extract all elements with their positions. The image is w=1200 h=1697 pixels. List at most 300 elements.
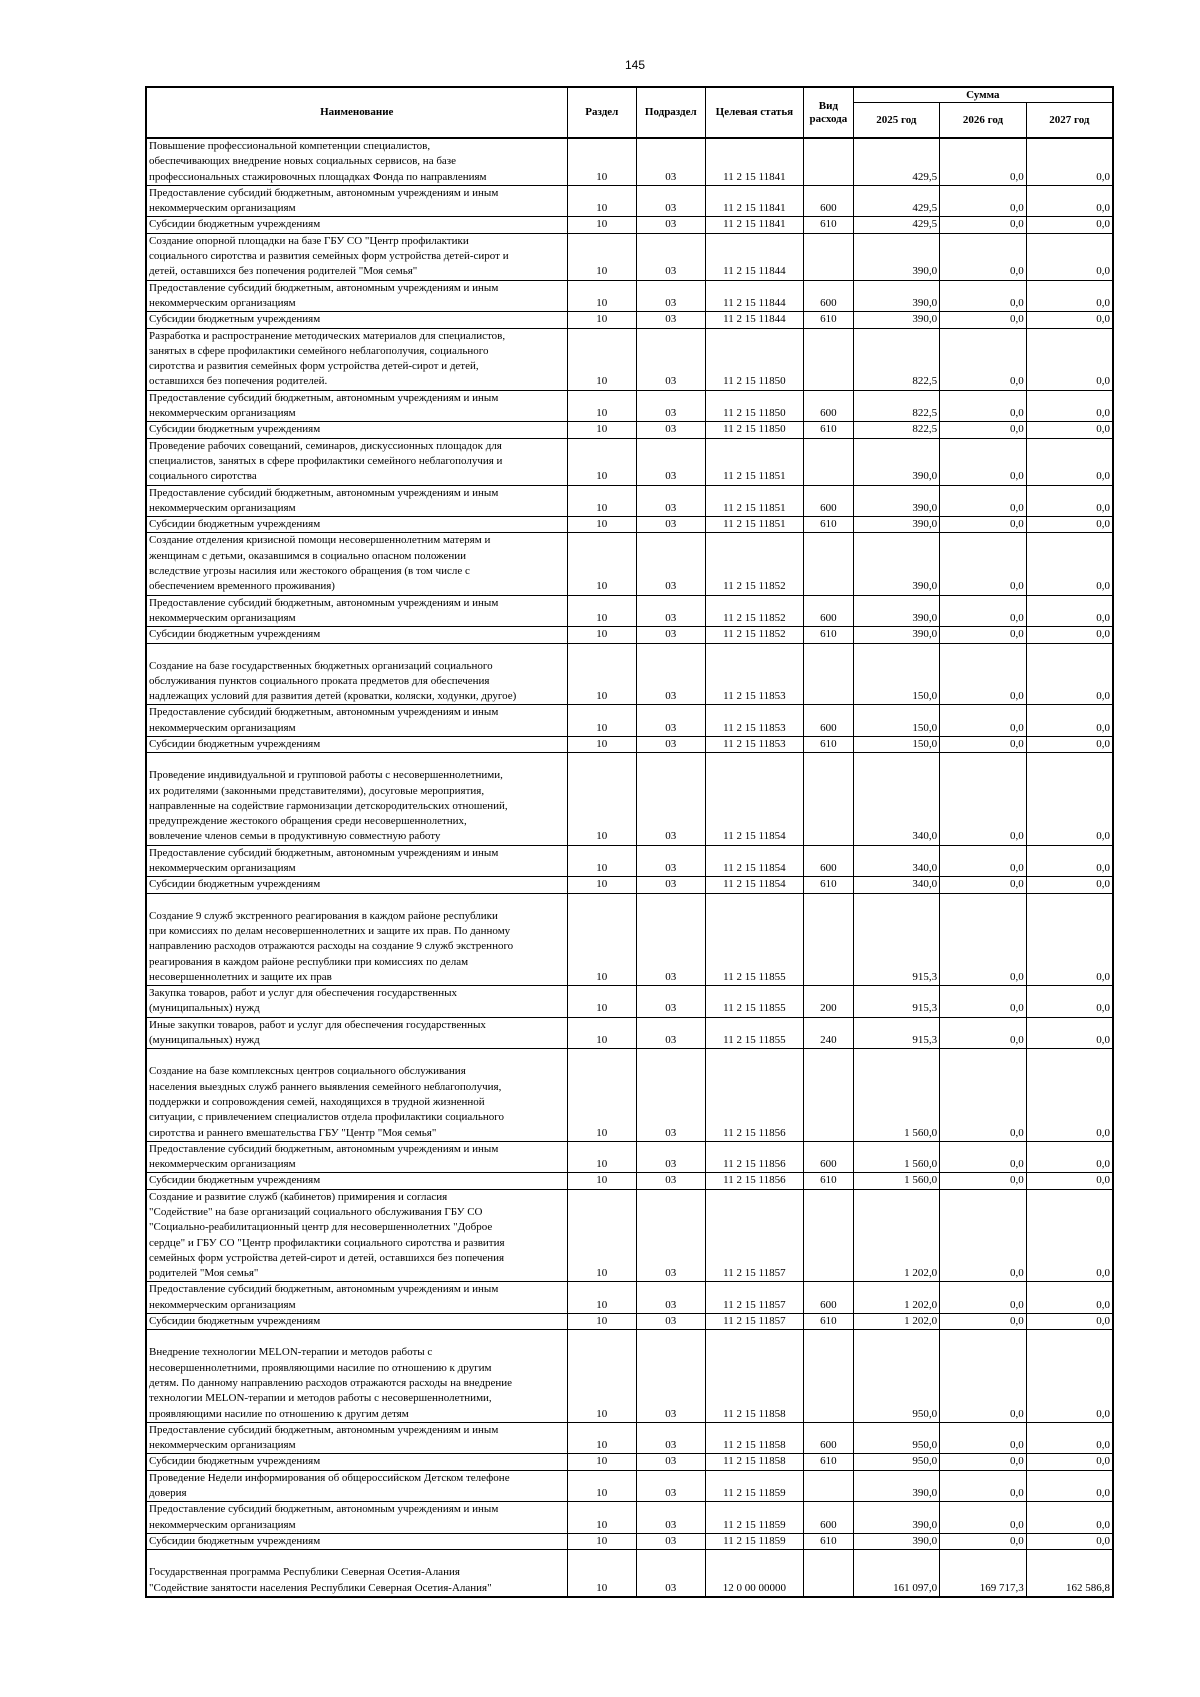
- header-section: Раздел: [567, 87, 637, 138]
- cell-2025: [853, 517, 940, 533]
- cell-subsection: [637, 1189, 705, 1282]
- cell-2026-text: 0,0: [1010, 878, 1024, 891]
- cell-2027: [1026, 1314, 1113, 1330]
- cell-target: [705, 736, 804, 752]
- table-row: [146, 517, 1113, 533]
- cell-name-text: Создание 9 служб экстренного реагирования в каждом районе республики при комиссиях по делам несовершеннолетних и защите их прав. По данному направлению расходов отражаются расходы на создание 9 служб экстренного реагирования в каждом районе республики при комиссиях по делам несовершеннолетних и защите их прав: [149, 909, 514, 983]
- cell-subsection-text: 03: [665, 265, 677, 278]
- cell-name-text: Предоставление субсидий бюджетным, автономным учреждениям и иным некоммерческим организациям: [149, 1142, 499, 1171]
- cell-section: [567, 485, 637, 517]
- cell-subsection-text: 03: [665, 501, 677, 514]
- cell-2027-text: 0,0: [1096, 313, 1110, 326]
- cell-name-text: Субсидии бюджетным учреждениям: [149, 878, 321, 891]
- cell-2026-text: 0,0: [1010, 628, 1024, 641]
- cell-expense-type-text: 610: [820, 423, 837, 436]
- cell-2027-text: 0,0: [1096, 170, 1110, 183]
- cell-2025: [853, 1049, 940, 1141]
- cell-2026-text: 0,0: [1010, 375, 1024, 388]
- cell-expense-type: [804, 595, 853, 627]
- cell-2025-text: 915,3: [912, 970, 938, 983]
- cell-subsection: [637, 438, 705, 485]
- cell-name-text: Предоставление субсидий бюджетным, автономным учреждениям и иным некоммерческим организациям: [149, 1283, 499, 1311]
- cell-2026: [940, 438, 1027, 485]
- cell-target-text: 11 2 15 11858: [723, 1439, 786, 1452]
- cell-name: [146, 643, 567, 705]
- cell-2027-text: 0,0: [1096, 501, 1110, 514]
- cell-section: [567, 1470, 637, 1502]
- cell-subsection-text: 03: [665, 423, 677, 436]
- cell-2026-text: 0,0: [1010, 265, 1024, 278]
- cell-2025-text: 340,0: [912, 862, 938, 875]
- cell-target: [705, 217, 804, 233]
- cell-target-text: 11 2 15 11844: [723, 265, 786, 278]
- cell-2027: [1026, 390, 1113, 422]
- cell-target: [705, 1502, 804, 1534]
- cell-target-text: 11 2 15 11854: [723, 830, 786, 843]
- cell-2025: [853, 185, 940, 217]
- cell-expense-type: [804, 185, 853, 217]
- cell-subsection-text: 03: [665, 313, 677, 326]
- cell-name: [146, 233, 567, 280]
- cell-name-text: Проведение Недели информирования об общероссийском Детском телефоне доверия: [149, 1471, 510, 1500]
- cell-section: [567, 1550, 637, 1597]
- cell-name: [146, 1454, 567, 1470]
- cell-2026-text: 0,0: [1010, 1298, 1024, 1311]
- cell-subsection: [637, 845, 705, 877]
- cell-section-text: 10: [596, 580, 608, 593]
- cell-2025: [853, 1422, 940, 1454]
- cell-section: [567, 1282, 637, 1314]
- cell-2027: [1026, 986, 1113, 1018]
- table-row: [146, 280, 1113, 312]
- cell-2027-text: 0,0: [1096, 878, 1110, 891]
- cell-2025: [853, 1017, 940, 1049]
- cell-2026: [940, 1330, 1027, 1422]
- cell-2026: [940, 1314, 1027, 1330]
- cell-expense-type-text: 600: [820, 862, 837, 875]
- cell-target-text: 11 2 15 11852: [723, 611, 786, 624]
- cell-subsection: [637, 1173, 705, 1189]
- cell-2026: [940, 422, 1027, 438]
- cell-2027: [1026, 1141, 1113, 1173]
- cell-2026: [940, 217, 1027, 233]
- cell-name: [146, 1314, 567, 1330]
- cell-2025-text: 390,0: [912, 1487, 938, 1500]
- table-row: [146, 390, 1113, 422]
- cell-target-text: 11 2 15 11858: [723, 1455, 786, 1468]
- cell-2027-text: 0,0: [1096, 721, 1110, 734]
- cell-section: [567, 1049, 637, 1141]
- cell-name-text: Предоставление субсидий бюджетным, автономным учреждениям и иным некоммерческим организациям: [149, 596, 499, 624]
- cell-target: [705, 595, 804, 627]
- cell-expense-type-text: 600: [820, 611, 837, 624]
- cell-section-text: 10: [596, 1487, 608, 1500]
- cell-name-text: Проведение индивидуальной и групповой работы с несовершеннолетними, их родителями (законными представителями), досуговые мероприятия, направленные на содействие гармонизации детскородительских отношений, предупреждение жестокого обращения среди несовершеннолетних, вовлечение членов семьи в продуктивную совместную работу: [149, 769, 508, 843]
- cell-section-text: 10: [596, 1126, 608, 1139]
- cell-2026: [940, 627, 1027, 643]
- cell-2027: [1026, 1533, 1113, 1549]
- cell-section-text: 10: [596, 265, 608, 278]
- cell-section: [567, 1454, 637, 1470]
- cell-2026: [940, 485, 1027, 517]
- cell-2027: [1026, 1454, 1113, 1470]
- cell-name-text: Субсидии бюджетным учреждениям: [149, 1534, 321, 1547]
- table-row: [146, 986, 1113, 1018]
- table-row: [146, 1454, 1113, 1470]
- cell-section: [567, 438, 637, 485]
- cell-subsection-text: 03: [665, 218, 677, 231]
- cell-name-text: Субсидии бюджетным учреждениям: [149, 628, 321, 641]
- cell-section: [567, 390, 637, 422]
- cell-section-text: 10: [596, 862, 608, 875]
- cell-2025-text: 915,3: [912, 1002, 938, 1015]
- cell-2027: [1026, 1502, 1113, 1534]
- cell-expense-type-text: 600: [820, 1158, 837, 1171]
- cell-2025-text: 429,5: [912, 202, 938, 215]
- cell-name-text: Предоставление субсидий бюджетным, автономным учреждениям и иным некоммерческим организациям: [149, 186, 499, 215]
- cell-target-text: 11 2 15 11850: [723, 407, 786, 420]
- cell-expense-type: [804, 986, 853, 1018]
- cell-expense-type: [804, 643, 853, 705]
- cell-2025: [853, 643, 940, 705]
- cell-target-text: 11 2 15 11857: [723, 1315, 786, 1328]
- cell-section: [567, 986, 637, 1018]
- cell-target-text: 11 2 15 11857: [723, 1267, 786, 1280]
- cell-2027: [1026, 517, 1113, 533]
- cell-target-text: 11 2 15 11859: [723, 1534, 786, 1547]
- cell-subsection-text: 03: [665, 470, 677, 483]
- cell-2027-text: 0,0: [1096, 202, 1110, 215]
- cell-subsection-text: 03: [665, 721, 677, 734]
- cell-subsection-text: 03: [665, 375, 677, 388]
- cell-section: [567, 533, 637, 595]
- cell-2027: [1026, 1017, 1113, 1049]
- cell-target: [705, 328, 804, 390]
- cell-2025: [853, 328, 940, 390]
- table-row: [146, 1422, 1113, 1454]
- table-row: [146, 1173, 1113, 1189]
- cell-2025-text: 1 202,0: [904, 1298, 938, 1311]
- cell-name: [146, 438, 567, 485]
- cell-subsection: [637, 643, 705, 705]
- header-name: Наименование: [146, 87, 567, 138]
- cell-expense-type: [804, 1533, 853, 1549]
- cell-2026-text: 0,0: [1010, 830, 1024, 843]
- cell-expense-type: [804, 485, 853, 517]
- cell-subsection: [637, 1502, 705, 1534]
- cell-target-text: 11 2 15 11853: [723, 737, 786, 750]
- header-2026: 2026 год: [940, 103, 1027, 139]
- cell-section-text: 10: [596, 202, 608, 215]
- cell-2025: [853, 485, 940, 517]
- cell-expense-type: [804, 422, 853, 438]
- cell-2027: [1026, 185, 1113, 217]
- cell-section: [567, 1173, 637, 1189]
- cell-section-text: 10: [596, 296, 608, 309]
- cell-2026-text: 0,0: [1010, 501, 1024, 514]
- cell-section-text: 10: [596, 1158, 608, 1171]
- table-row: [146, 328, 1113, 390]
- cell-2027: [1026, 736, 1113, 752]
- cell-section-text: 10: [596, 1581, 608, 1594]
- cell-2027-text: 0,0: [1096, 737, 1110, 750]
- cell-2027-text: 0,0: [1096, 407, 1110, 420]
- cell-target-text: 11 2 15 11850: [723, 423, 786, 436]
- header-sum: Сумма: [853, 87, 1113, 103]
- cell-expense-type: [804, 217, 853, 233]
- cell-section-text: 10: [596, 407, 608, 420]
- cell-section: [567, 517, 637, 533]
- cell-2027: [1026, 627, 1113, 643]
- cell-2026: [940, 390, 1027, 422]
- table-row: [146, 312, 1113, 328]
- cell-section-text: 10: [596, 313, 608, 326]
- cell-section-text: 10: [596, 690, 608, 703]
- cell-section: [567, 138, 637, 185]
- cell-expense-type: [804, 1173, 853, 1189]
- cell-2027: [1026, 753, 1113, 845]
- cell-subsection: [637, 1533, 705, 1549]
- cell-2025: [853, 438, 940, 485]
- cell-2025: [853, 1550, 940, 1597]
- cell-subsection: [637, 705, 705, 737]
- cell-2026-text: 0,0: [1010, 1487, 1024, 1500]
- cell-expense-type: [804, 138, 853, 185]
- cell-2026: [940, 1454, 1027, 1470]
- cell-2026-text: 0,0: [1010, 721, 1024, 734]
- cell-name-text: Предоставление субсидий бюджетным, автономным учреждениям и иным некоммерческим организациям: [149, 391, 499, 420]
- cell-2027-text: 0,0: [1096, 1455, 1110, 1468]
- cell-2025: [853, 217, 940, 233]
- cell-2027: [1026, 1422, 1113, 1454]
- cell-2026: [940, 1502, 1027, 1534]
- cell-section-text: 10: [596, 1518, 608, 1531]
- cell-subsection-text: 03: [665, 1407, 677, 1420]
- cell-2026: [940, 185, 1027, 217]
- cell-2025-text: 390,0: [912, 1518, 938, 1531]
- cell-name: [146, 1533, 567, 1549]
- table-header: [146, 87, 1113, 138]
- cell-expense-type-text: 240: [820, 1034, 837, 1047]
- cell-name: [146, 533, 567, 595]
- cell-2027: [1026, 595, 1113, 627]
- cell-section-text: 10: [596, 218, 608, 231]
- cell-section-text: 10: [596, 375, 608, 388]
- cell-2025: [853, 877, 940, 893]
- table-row: [146, 185, 1113, 217]
- cell-2025: [853, 312, 940, 328]
- cell-2026-text: 0,0: [1010, 518, 1024, 531]
- cell-name-text: Разработка и распространение методических материалов для специалистов, занятых в сфере профилактики семейного неблагополучия, социального сиротства и развития семейных форм устройства детей-сирот и детей, оставшихся без попечения родителей.: [149, 329, 506, 388]
- cell-expense-type: [804, 438, 853, 485]
- cell-2026: [940, 705, 1027, 737]
- cell-section-text: 10: [596, 518, 608, 531]
- cell-2026-text: 0,0: [1010, 1126, 1024, 1139]
- cell-2026: [940, 328, 1027, 390]
- table-row: [146, 845, 1113, 877]
- cell-subsection: [637, 517, 705, 533]
- cell-section: [567, 705, 637, 737]
- cell-expense-type-text: 610: [820, 1174, 837, 1187]
- cell-2025: [853, 705, 940, 737]
- cell-target-text: 11 2 15 11852: [723, 580, 786, 593]
- cell-section: [567, 217, 637, 233]
- cell-subsection: [637, 1282, 705, 1314]
- cell-name: [146, 753, 567, 845]
- cell-expense-type: [804, 1422, 853, 1454]
- cell-name: [146, 736, 567, 752]
- cell-2026: [940, 312, 1027, 328]
- cell-name-text: Субсидии бюджетным учреждениям: [149, 218, 321, 231]
- cell-2027: [1026, 312, 1113, 328]
- cell-section: [567, 328, 637, 390]
- cell-2026-text: 0,0: [1010, 580, 1024, 593]
- cell-target-text: 11 2 15 11854: [723, 878, 786, 891]
- cell-2026-text: 169 717,3: [979, 1581, 1024, 1594]
- cell-2025-text: 390,0: [912, 501, 938, 514]
- cell-name-text: Субсидии бюджетным учреждениям: [149, 313, 321, 326]
- cell-expense-type: [804, 1141, 853, 1173]
- cell-target-text: 11 2 15 11859: [723, 1487, 786, 1500]
- cell-target-text: 11 2 15 11850: [723, 375, 786, 388]
- cell-2025: [853, 1314, 940, 1330]
- cell-expense-type: [804, 1470, 853, 1502]
- page-number: 145: [624, 58, 646, 72]
- cell-expense-type: [804, 705, 853, 737]
- cell-name-text: Государственная программа Республики Северная Осетия-Алания "Содействие занятости населения Республики Северная Осетия-Алания": [149, 1566, 492, 1594]
- cell-2026-text: 0,0: [1010, 1407, 1024, 1420]
- header-2027: 2027 год: [1026, 103, 1113, 139]
- cell-target: [705, 185, 804, 217]
- cell-section: [567, 1314, 637, 1330]
- cell-expense-type-text: 610: [820, 313, 837, 326]
- cell-2026: [940, 1282, 1027, 1314]
- cell-target: [705, 1189, 804, 1282]
- table-row: [146, 1141, 1113, 1173]
- cell-target: [705, 1017, 804, 1049]
- cell-subsection-text: 03: [665, 1298, 677, 1311]
- cell-expense-type-text: 610: [820, 518, 837, 531]
- cell-target-text: 11 2 15 11841: [723, 218, 786, 231]
- cell-2027: [1026, 138, 1113, 185]
- cell-2027: [1026, 1189, 1113, 1282]
- table-row: [146, 627, 1113, 643]
- cell-2027: [1026, 533, 1113, 595]
- cell-name-text: Субсидии бюджетным учреждениям: [149, 423, 321, 436]
- cell-name: [146, 845, 567, 877]
- cell-2025: [853, 1330, 940, 1422]
- cell-2026-text: 0,0: [1010, 737, 1024, 750]
- cell-2026: [940, 1470, 1027, 1502]
- cell-subsection: [637, 1330, 705, 1422]
- cell-name-text: Создание опорной площадки на базе ГБУ СО "Центр профилактики социального сиротства и развития семейных форм устройства детей-сирот и детей, оставшихся без попечения родителей "Моя семья": [149, 234, 509, 278]
- cell-name-text: Проведение рабочих совещаний, семинаров, дискуссионных площадок для специалистов, занятых в сфере профилактики семейного неблагополучия и социального сиротства: [149, 439, 503, 483]
- cell-section: [567, 595, 637, 627]
- cell-2025: [853, 390, 940, 422]
- cell-target: [705, 877, 804, 893]
- cell-expense-type: [804, 233, 853, 280]
- cell-section: [567, 422, 637, 438]
- cell-section: [567, 877, 637, 893]
- cell-expense-type-text: 600: [820, 296, 837, 309]
- header-expense-type: Вид расхода: [804, 87, 853, 138]
- header-target: Целевая статья: [705, 87, 804, 138]
- cell-2026: [940, 1141, 1027, 1173]
- cell-section-text: 10: [596, 423, 608, 436]
- header-subsection: Подраздел: [637, 87, 705, 138]
- cell-name: [146, 138, 567, 185]
- cell-expense-type: [804, 1049, 853, 1141]
- cell-name-text: Создание и развитие служб (кабинетов) примирения и согласия "Содействие" на базе организаций социального обслуживания ГБУ СО "Социально-реабилитационный центр для несовершеннолетних "Доброе сердце" и ГБУ СО "Центр профилактики социального сиротства и развития семейных форм устройства детей-сирот и детей, оставшихся без попечения родителей "Моя семья": [149, 1190, 505, 1280]
- cell-2026-text: 0,0: [1010, 1002, 1024, 1015]
- cell-2027: [1026, 705, 1113, 737]
- cell-2027-text: 0,0: [1096, 1407, 1110, 1420]
- cell-subsection-text: 03: [665, 1487, 677, 1500]
- cell-2025-text: 950,0: [912, 1439, 938, 1452]
- cell-2027-text: 0,0: [1096, 970, 1110, 983]
- cell-target: [705, 1533, 804, 1549]
- cell-2027-text: 0,0: [1096, 1315, 1110, 1328]
- cell-section-text: 10: [596, 970, 608, 983]
- cell-2026-text: 0,0: [1010, 1315, 1024, 1328]
- cell-target: [705, 312, 804, 328]
- cell-section-text: 10: [596, 1407, 608, 1420]
- cell-subsection-text: 03: [665, 1315, 677, 1328]
- cell-2027-text: 0,0: [1096, 423, 1110, 436]
- cell-2025: [853, 1141, 940, 1173]
- cell-section: [567, 185, 637, 217]
- cell-2025: [853, 280, 940, 312]
- cell-expense-type: [804, 328, 853, 390]
- table-row: [146, 595, 1113, 627]
- cell-name-text: Создание на базе комплексных центров социального обслуживания населения выездных служб раннего выявления семейного неблагополучия, поддержки и сопровождения семей, находящихся в трудной жизненной ситуации, с привлечением специалистов отдела профилактики социального сиротства и раннего вмешательства ГБУ "Центр "Моя семья": [149, 1065, 504, 1139]
- cell-2026-text: 0,0: [1010, 1455, 1024, 1468]
- cell-section: [567, 736, 637, 752]
- cell-expense-type: [804, 1282, 853, 1314]
- cell-2026-text: 0,0: [1010, 611, 1024, 624]
- cell-name: [146, 1189, 567, 1282]
- cell-subsection-text: 03: [665, 878, 677, 891]
- cell-2027: [1026, 1470, 1113, 1502]
- cell-subsection-text: 03: [665, 970, 677, 983]
- cell-expense-type: [804, 753, 853, 845]
- cell-subsection-text: 03: [665, 580, 677, 593]
- cell-name-text: Предоставление субсидий бюджетным, автономным учреждениям и иным некоммерческим организациям: [149, 1423, 499, 1452]
- cell-2025: [853, 1282, 940, 1314]
- cell-target-text: 11 2 15 11854: [723, 862, 786, 875]
- cell-2027: [1026, 233, 1113, 280]
- cell-subsection: [637, 422, 705, 438]
- cell-2026: [940, 736, 1027, 752]
- cell-target: [705, 893, 804, 985]
- cell-2026: [940, 1173, 1027, 1189]
- cell-name: [146, 1550, 567, 1597]
- cell-2027-text: 162 586,8: [1066, 1581, 1110, 1594]
- cell-expense-type: [804, 1330, 853, 1422]
- cell-expense-type-text: 610: [820, 737, 837, 750]
- cell-section-text: 10: [596, 1534, 608, 1547]
- cell-name: [146, 328, 567, 390]
- cell-target: [705, 485, 804, 517]
- cell-subsection: [637, 1470, 705, 1502]
- cell-2026-text: 0,0: [1010, 423, 1024, 436]
- cell-name: [146, 1141, 567, 1173]
- cell-2025: [853, 422, 940, 438]
- cell-target: [705, 1470, 804, 1502]
- cell-subsection-text: 03: [665, 202, 677, 215]
- cell-name-text: Субсидии бюджетным учреждениям: [149, 1315, 321, 1328]
- cell-section-text: 10: [596, 501, 608, 514]
